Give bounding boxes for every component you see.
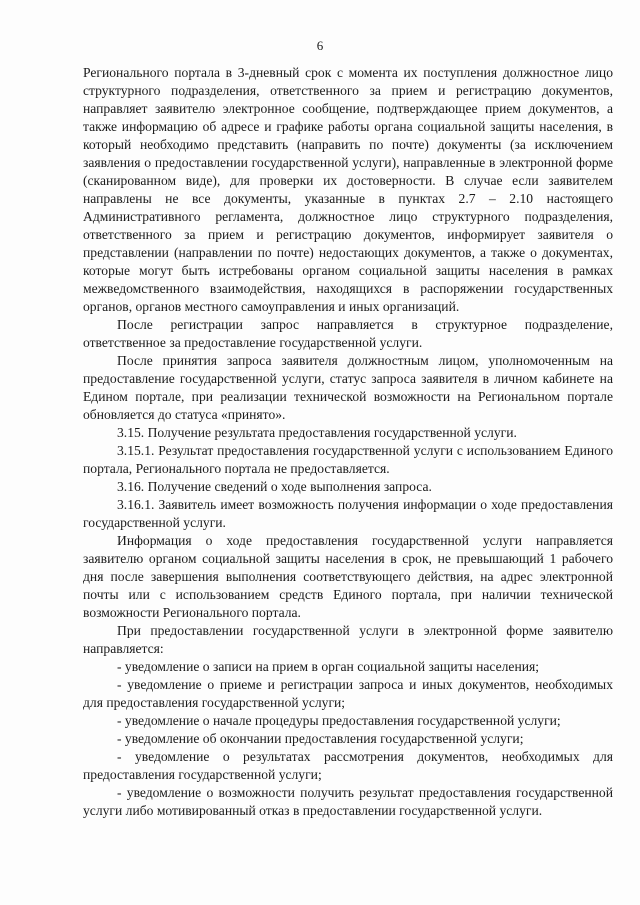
section-heading: 3.15. Получение результата предоставления государственной услуги. (117, 425, 517, 440)
page-number: 6 (316, 38, 324, 53)
paragraph: 3.15.1. Результат предоставления государственной услуги с использованием Единого портала, Регионального портала не предоставляется. (83, 443, 613, 476)
paragraph: Регионального портала в 3-дневный срок с момента их поступления должностное лицо структурного подразделения, ответственного за прием и регистрацию документов, направляет заявителю электронное сообщение, подтверждающее прием документов, а также информацию об адресе и графике работы органа социальной защиты населения, в который необходимо представить (направить по почте) документы (за исключением заявления о предоставлении государственной услуги), направленные в электронной форме (сканированном виде), для проверки их достоверности. В случае если заявителем направлены не все документы, указанные в пунктах 2.7 – 2.10 настоящего Административного регламента, должностное лицо структурного подразделения, ответственного за прием и регистрацию документов, информирует заявителя о представлении (направлении по почте) недостающих документов, а также о документах, которые могут быть истребованы органом социальной защиты населения в рамках межведомственного взаимодействия, находящихся в распоряжении государственных органов, органов местного самоуправления и иных организаций. (83, 65, 613, 314)
paragraph: 3.16.1. Заявитель имеет возможность получения информации о ходе предоставления государственной услуги. (83, 497, 613, 530)
list-item: - уведомление о приеме и регистрации запроса и иных документов, необходимых для предоставления государственной услуги; (83, 677, 613, 710)
paragraph: При предоставлении государственной услуги в электронной форме заявителю направляется: (83, 623, 613, 656)
paragraph: После регистрации запрос направляется в структурное подразделение, ответственное за предоставление государственной услуги. (83, 317, 613, 350)
list-item: - уведомление о возможности получить результат предоставления государственной услуги либо мотивированный отказ в предоставлении государственной услуги. (83, 785, 613, 818)
paragraph: Информация о ходе предоставления государственной услуги направляется заявителю органом социальной защиты населения в срок, не превышающий 1 рабочего дня после завершения выполнения соответствующего действия, на адрес электронной почты или с использованием средств Единого портала, при наличии технической возможности Регионального портала. (83, 533, 613, 620)
list-item: - уведомление о записи на прием в орган социальной защиты населения; (117, 659, 540, 674)
paragraph: После принятия запроса заявителя должностным лицом, уполномоченным на предоставление государственной услуги, статус запроса заявителя в личном кабинете на Едином портале, при реализации технической возможности на Региональном портале обновляется до статуса «принято». (83, 353, 613, 422)
section-heading: 3.16. Получение сведений о ходе выполнения запроса. (117, 479, 432, 494)
list-item: - уведомление об окончании предоставления государственной услуги; (117, 731, 524, 746)
list-item: - уведомление о начале процедуры предоставления государственной услуги; (117, 713, 561, 728)
document-body (83, 64, 613, 820)
list-item: - уведомление о результатах рассмотрения документов, необходимых для предоставления государственной услуги; (83, 749, 613, 782)
